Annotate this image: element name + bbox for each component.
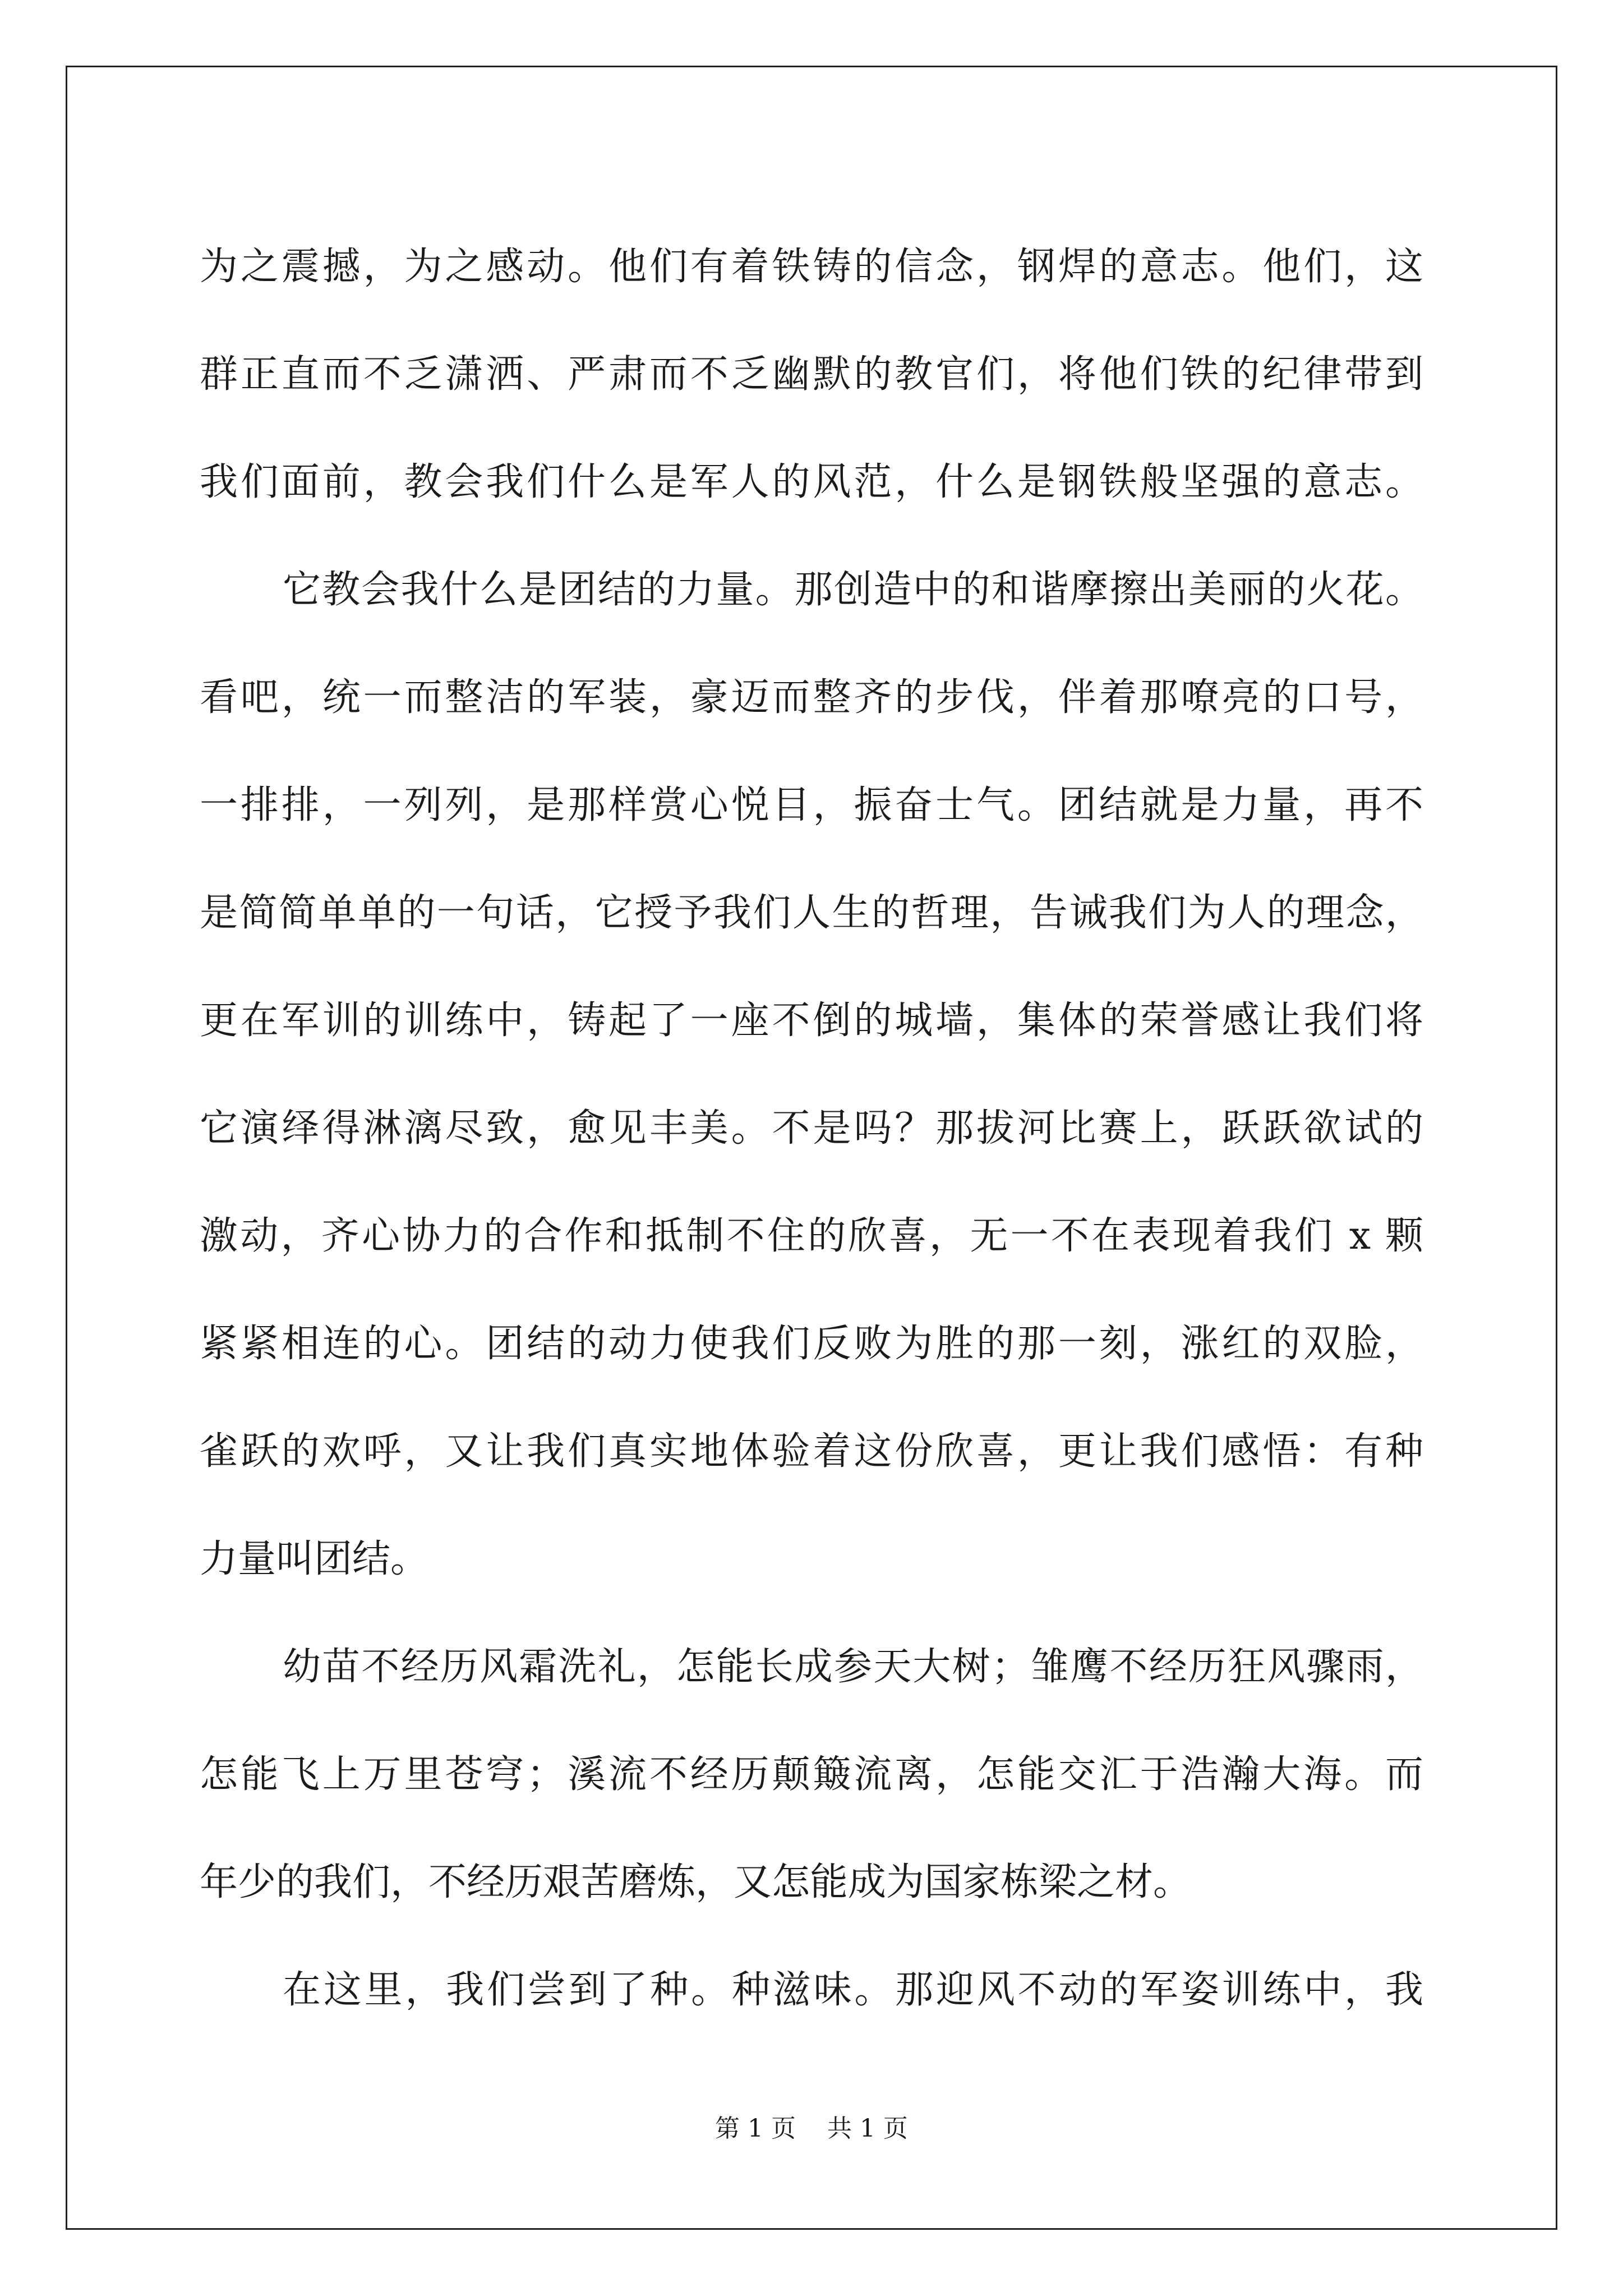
text-line: 年少的我们，不经历艰苦磨炼，又怎能成为国家栋梁之材。 [200,1860,1192,1904]
text-line: 一排排，一列列，是那样赏心悦目，振奋士气。团结就是力量，再不 [200,783,1423,827]
page-footer [0,2112,1623,2146]
text-line: 怎能飞上万里苍穹；溪流不经历颠簸流离，怎能交汇于浩瀚大海。而 [200,1752,1423,1797]
text-line: 在这里，我们尝到了种。种滋味。那迎风不动的军姿训练中，我 [283,1968,1423,2012]
text-line: 是简简单单的一句话，它授予我们人生的哲理，告诫我们为人的理念， [200,891,1423,935]
text-line: 更在军训的训练中，铸起了一座不倒的城墙，集体的荣誉感让我们将 [200,999,1423,1043]
text-line: 力量叫团结。 [200,1537,429,1581]
text-line: 雀跃的欢呼，又让我们真实地体验着这份欣喜，更让我们感悟：有种 [200,1429,1423,1474]
page-number: 第 1 页 [715,2114,796,2143]
text-line: 我们面前，教会我们什么是军人的风范，什么是钢铁般坚强的意志。 [200,460,1423,504]
text-line: 为之震撼，为之感动。他们有着铁铸的信念，钢焊的意志。他们，这 [200,245,1423,289]
text-line: 紧紧相连的心。团结的动力使我们反败为胜的那一刻，涨红的双脸， [200,1322,1423,1366]
page-total: 共 1 页 [827,2114,908,2143]
text-line: 它演绎得淋漓尽致，愈见丰美。不是吗？那拔河比赛上，跃跃欲试的 [200,1106,1423,1151]
text-line: 激动，齐心协力的合作和抵制不住的欣喜，无一不在表现着我们 x 颗 [200,1214,1423,1258]
document-body [200,213,1423,2044]
text-line: 群正直而不乏潇洒、严肃而不乏幽默的教官们，将他们铁的纪律带到 [200,352,1423,397]
text-line: 幼苗不经历风霜洗礼，怎能长成参天大树；雏鹰不经历狂风骤雨， [283,1645,1423,1689]
text-line: 它教会我什么是团结的力量。那创造中的和谐摩擦出美丽的火花。 [283,568,1423,612]
text-line: 看吧，统一而整洁的军装，豪迈而整齐的步伐，伴着那嘹亮的口号， [200,675,1423,720]
